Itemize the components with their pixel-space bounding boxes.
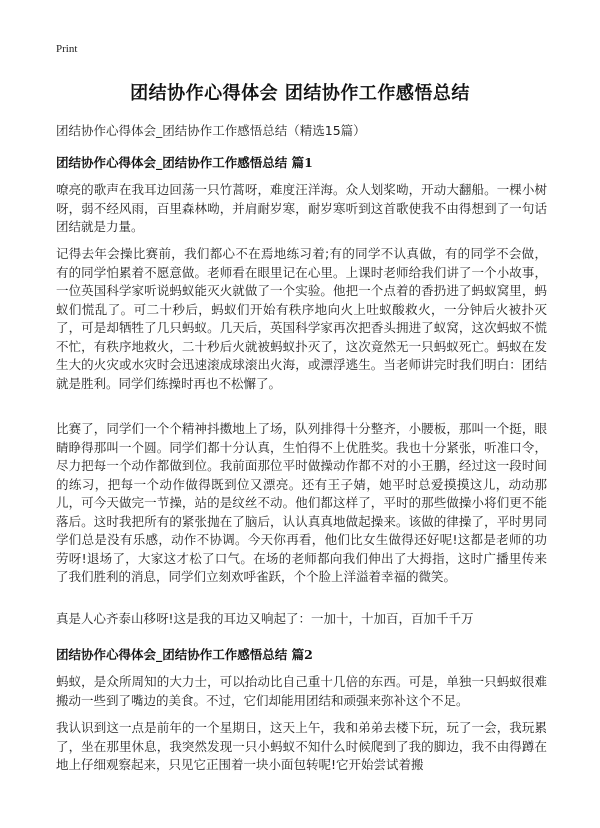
paragraph: 嘹亮的歌声在我耳边回荡一只竹蒿呀，难度汪洋海。众人划桨呦，开动大翻船。一棵小树呀，弱不经风雨，百里森林呦，并肩耐岁寒，耐岁寒听到这首歌使我不由得想到了一句话团结就是力量。 <box>56 182 547 234</box>
paragraph: 比赛了，同学们一个个精神抖擞地上了场，队列排得十分整齐，小腰板，那叫一个挺，眼睛睁得那叫一个圆。同学们都十分认真，生怕得不上优胜奖。我也十分紧张，听准口令，尽力把每一个动作都做到位。我前面那位平时做操动作都不对的小王鹏，经过这一段时间的练习，把每一个动作做得既到位又漂亮。还有王子婧，她平时总爱摸摸这儿，动动那儿，可今天做完一节操，站的是纹丝不动。他们都这样了，平时的那些做操小将们更不能落后。这时我把所有的紧张抛在了脑后，认认真真地做起操来。该做的律操了，平时男同学们总是没有乐感，动作不协调。今天你再看，他们比女生做得还好呢!这都是老师的功劳呀!退场了，大家这才松了口气。在场的老师都向我们伸出了大拇指，这时广播里传来了我们胜利的消息，同学们立刻欢呼雀跃，个个脸上洋溢着幸福的微笑。 <box>56 421 547 584</box>
paragraph: 真是人心齐泰山移呀!这是我的耳边又响起了：一加十，十加百，百加千千万 <box>56 611 474 626</box>
paragraph: 我认识到这一点是前年的一个星期日，这天上午，我和弟弟去楼下玩，玩了一会，我玩累了，坐在那里休息，我突然发现一只小蚂蚁不知什么时候爬到了我的脚边，我不由得蹲在地上仔细观察起来，只见它正围着一块小面包转呢!它开始尝试着搬 <box>56 720 547 772</box>
section-heading-1: 团结协作心得体会_团结协作工作感悟总结 篇1 <box>56 155 313 170</box>
page-subtitle: 团结协作心得体会_团结协作工作感悟总结（精选15篇） <box>56 123 366 138</box>
section-heading-2: 团结协作心得体会_团结协作工作感悟总结 篇2 <box>56 647 313 662</box>
page-title: 团结协作心得体会 团结协作工作感悟总结 <box>130 83 470 104</box>
paragraph: 蚂蚁，是众所周知的大力士，可以抬动比自己重十几倍的东西。可是，单独一只蚂蚁很难搬动一些到了嘴边的美食。不过，它们却能用团结和顽强来弥补这个不足。 <box>56 674 547 708</box>
print-link[interactable]: Print <box>56 43 78 55</box>
paragraph: 记得去年会操比赛前，我们都心不在焉地练习着;有的同学不认真做，有的同学不会做，有的同学怕累着不愿意做。老师看在眼里记在心里。上课时老师给我们讲了一个小故事，一位英国科学家听说蚂蚁能灭火就做了一个实验。他把一个点着的香扔进了蚂蚁窝里，蚂蚁们慌乱了。可二十秒后，蚂蚁们开始有秩序地向火上吐蚁酸救火，一分钟后火被扑灭了，可是却牺牲了几只蚂蚁。几天后，英国科学家再次把香头拥进了蚁窝，这次蚂蚁不慌不忙，有秩序地救火，二十秒后火就被蚂蚁扑灭了，这次竟然无一只蚂蚁死亡。蚂蚁在发生大的火灾或水灾时会迅速滚成球滚出火海，或漂浮逃生。当老师讲完时我们明白：团结就是胜利。同学们练操时再也不松懈了。 <box>56 246 547 391</box>
